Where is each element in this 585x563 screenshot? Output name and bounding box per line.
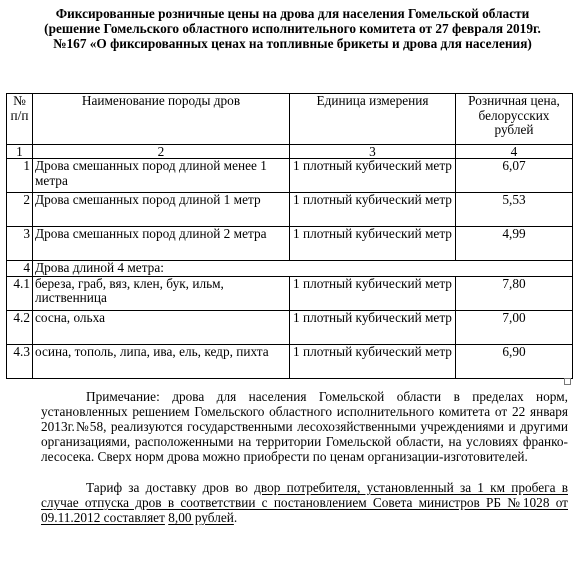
delivery-price: 8,00 рублей [168, 510, 234, 525]
title-line-3: №167 «О фиксированных ценах на топливные брикеты и дрова для населения) [53, 36, 532, 51]
row-price: 6,90 [456, 344, 573, 378]
delivery-text-underlined: двор потребителя, установленный за 1 км пробега в случае отпуска дров в соответствии с постановлением Совета министров РБ №1028 от 09.11.2012 составляет [41, 480, 568, 525]
row-name: Дрова смешанных пород длиной менее 1 метра [33, 159, 290, 193]
note-paragraph: Примечание: дрова для населения Гомельской области в пределах норм, установленных решением Гомельского областного исполнительного комитета от 22 января 2013г.№58, реализуются государственными лесохозяйственными учреждениями и другими организациями, расположенными на территории Гомельской области, на условиях франко-лесосека. Сверх норм дрова можно приобрести по ценам организации-изготовителей. [41, 389, 568, 464]
row-name: Дрова смешанных пород длиной 1 метр [33, 193, 290, 227]
table-row [7, 159, 573, 193]
row-unit: 1 плотный кубический метр [290, 310, 456, 344]
row-number: 3 [7, 227, 33, 261]
row-unit: 1 плотный кубический метр [290, 276, 456, 310]
header-wood-type: Наименование породы дров [33, 94, 290, 145]
row-unit: 1 плотный кубический метр [290, 193, 456, 227]
row-price: 7,00 [456, 310, 573, 344]
document-title [8, 6, 577, 51]
delivery-paragraph [41, 480, 568, 525]
column-number: 3 [290, 145, 456, 159]
delivery-text-end: . [233, 510, 238, 525]
row-price: 6,07 [456, 159, 573, 193]
row-number: 4.2 [7, 310, 33, 344]
column-number: 2 [33, 145, 290, 159]
row-name: сосна, ольха [33, 310, 290, 344]
row-number: 4.1 [7, 276, 33, 310]
table-resize-handle[interactable] [564, 378, 571, 385]
table-row [7, 310, 573, 344]
row-number: 2 [7, 193, 33, 227]
table-row [7, 261, 573, 277]
row-name: Дрова смешанных пород длиной 2 метра [33, 227, 290, 261]
header-unit: Единица измерения [290, 94, 456, 145]
column-number: 4 [456, 145, 573, 159]
note-block [41, 389, 568, 525]
row-number: 4 [7, 261, 33, 277]
row-name: Дрова длиной 4 метра: [33, 261, 573, 277]
table-row [7, 227, 573, 261]
row-unit: 1 плотный кубический метр [290, 344, 456, 378]
title-line-2: (решение Гомельского областного исполнительного комитета от 27 февраля 2019г. [44, 21, 541, 36]
column-number-row [7, 145, 573, 159]
row-unit: 1 плотный кубический метр [290, 159, 456, 193]
table-row [7, 276, 573, 310]
row-price: 7,80 [456, 276, 573, 310]
prices-table [6, 93, 573, 379]
row-unit: 1 плотный кубический метр [290, 227, 456, 261]
table-header-row [7, 94, 573, 145]
row-price: 4,99 [456, 227, 573, 261]
row-name: осина, тополь, липа, ива, ель, кедр, пихта [33, 344, 290, 378]
row-number: 1 [7, 159, 33, 193]
header-price: Розничная цена, белорусских рублей [456, 94, 573, 145]
header-number: № п/п [7, 94, 33, 145]
delivery-text-start: Тариф за доставку дров во [86, 480, 255, 495]
column-number: 1 [7, 145, 33, 159]
row-price: 5,53 [456, 193, 573, 227]
table-row [7, 193, 573, 227]
title-line-1: Фиксированные розничные цены на дрова для населения Гомельской области [55, 6, 530, 21]
table-row [7, 344, 573, 378]
row-number: 4.3 [7, 344, 33, 378]
row-name: береза, граб, вяз, клен, бук, ильм, лиственница [33, 276, 290, 310]
